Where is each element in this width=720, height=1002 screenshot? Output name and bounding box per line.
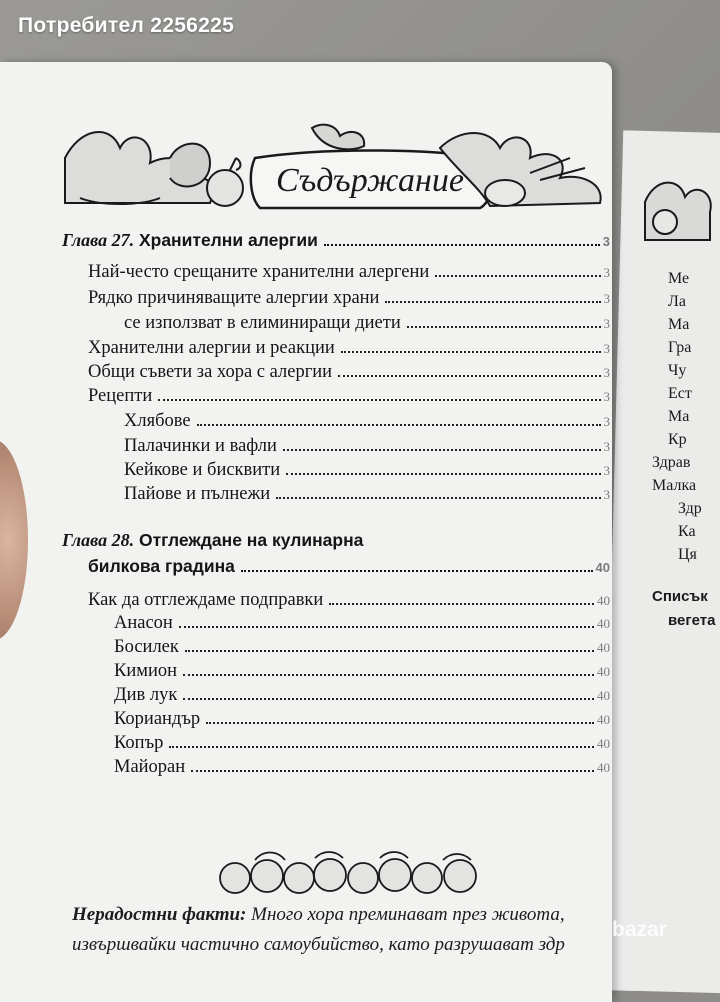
user-overlay-label: Потребител 2256225 <box>18 14 235 37</box>
toc-item[interactable] <box>88 386 610 407</box>
page-number: 40 <box>597 760 610 775</box>
toc-item[interactable] <box>124 484 610 505</box>
right-page-item: Ця <box>678 546 697 563</box>
page-number: 40 <box>595 560 610 575</box>
right-page-item: Ка <box>678 523 696 540</box>
dot-leader <box>338 375 600 377</box>
right-page-item: Чу <box>668 362 687 379</box>
toc-chapter-28-continued[interactable] <box>88 556 610 577</box>
toc-item[interactable] <box>124 436 610 457</box>
dot-leader <box>407 326 601 328</box>
toc-item[interactable] <box>114 661 610 682</box>
footnote-line-2: извършвайки частично самоубийство, като разрушават здр <box>72 934 565 955</box>
toc-item[interactable] <box>114 685 610 706</box>
right-page-item: Ме <box>668 270 690 287</box>
dot-leader <box>241 570 593 572</box>
dot-leader <box>286 473 600 475</box>
chapter-title: Отглеждане на кулинарна <box>138 530 364 550</box>
dot-leader <box>341 351 601 353</box>
page-number: 3 <box>603 439 610 454</box>
page-number: 40 <box>597 593 610 608</box>
toc-item[interactable] <box>88 590 610 611</box>
page-number: 3 <box>602 234 610 249</box>
toc-item-label: Кейкове и бисквити <box>124 460 281 480</box>
toc-item-label: Палачинки и вафли <box>124 436 277 456</box>
dot-leader <box>324 244 600 246</box>
dot-leader <box>283 449 601 451</box>
page-number: 3 <box>603 414 610 429</box>
toc-item[interactable] <box>114 757 610 778</box>
toc-item[interactable] <box>114 613 610 634</box>
page-number: 3 <box>603 389 610 404</box>
right-page-item: Малка <box>652 477 697 494</box>
page-number: 3 <box>603 316 610 331</box>
page-number: 3 <box>603 463 610 478</box>
toc-item-label: Див лук <box>114 685 178 705</box>
chapter-number: Глава 28. <box>62 530 135 550</box>
toc-item[interactable] <box>88 262 610 283</box>
page-number: 3 <box>603 265 610 280</box>
toc-item-label: Майоран <box>114 757 186 777</box>
chapter-number: Глава 27. <box>62 230 135 250</box>
chapter-title: Хранителни алергии <box>138 230 318 250</box>
right-page-item: Ла <box>668 293 686 310</box>
right-page-heading: вегета <box>668 612 716 629</box>
page-number: 3 <box>603 365 610 380</box>
right-page-heading: Списък <box>652 588 708 605</box>
dot-leader <box>435 275 600 277</box>
dot-leader <box>158 399 600 401</box>
toc-item[interactable] <box>88 362 610 383</box>
toc-item-label: Как да отглеждаме подправки <box>88 590 324 610</box>
dot-leader <box>276 497 600 499</box>
page-number: 40 <box>597 664 610 679</box>
page-number: 3 <box>603 341 610 356</box>
footnote-label: Нерадостни факти: <box>72 904 247 925</box>
dot-leader <box>329 603 594 605</box>
dot-leader <box>183 698 594 700</box>
right-page-item: Кр <box>668 431 687 448</box>
right-page-item: Здр <box>678 500 702 517</box>
toc-item-label: Общи съвети за хора с алергии <box>88 362 333 382</box>
right-page-item: Ест <box>668 385 692 402</box>
dot-leader <box>183 674 594 676</box>
right-page-item: Ма <box>668 408 690 425</box>
toc-item-label: Хлябове <box>124 411 191 431</box>
toc-item[interactable] <box>124 411 610 432</box>
page-number: 40 <box>597 712 610 727</box>
dot-leader <box>191 770 594 772</box>
toc-chapter-28[interactable] <box>62 530 610 551</box>
toc-item[interactable] <box>88 338 610 359</box>
chapter-title: билкова градина <box>88 556 235 576</box>
dot-leader <box>169 746 594 748</box>
toc-item-label: Босилек <box>114 637 179 657</box>
toc-item-label: Кориандър <box>114 709 201 729</box>
toc-item-label: Рядко причиняващите алергии храни <box>88 288 380 308</box>
page-number: 3 <box>603 291 610 306</box>
toc-item-label: се използват в елиминиращи диети <box>124 313 401 333</box>
right-page-item: Здрав <box>652 454 691 471</box>
dot-leader <box>185 650 594 652</box>
footnote-text <box>72 900 612 960</box>
toc-item-label: Хранителни алергии и реакции <box>88 338 335 358</box>
toc-item[interactable] <box>114 709 610 730</box>
toc-item[interactable] <box>114 637 610 658</box>
page-number: 3 <box>603 487 610 502</box>
toc-item[interactable] <box>124 313 610 334</box>
toc-chapter-27[interactable] <box>62 230 610 251</box>
toc-item[interactable] <box>114 733 610 754</box>
toc-item-label: Копър <box>114 733 164 753</box>
dot-leader <box>197 424 601 426</box>
toc-item-label: Анасон <box>114 613 173 633</box>
dot-leader <box>206 722 594 724</box>
right-page-text <box>652 0 720 960</box>
page-title: Съдържание <box>275 162 464 199</box>
toc-item[interactable] <box>88 288 610 309</box>
right-page-item: Гра <box>668 339 692 356</box>
toc-item-label: Пайове и пълнежи <box>124 484 271 504</box>
right-page-item: Ма <box>668 316 690 333</box>
toc-item-label: Кимион <box>114 661 177 681</box>
dot-leader <box>385 301 600 303</box>
page-number: 40 <box>597 688 610 703</box>
dot-leader <box>179 626 594 628</box>
page-number: 40 <box>597 736 610 751</box>
toc-item-label: Рецепти <box>88 386 153 406</box>
page-number: 40 <box>597 640 610 655</box>
fruit-ornament-icon <box>215 848 485 898</box>
toc-item-label: Най-често срещаните хранителни алергени <box>88 262 430 282</box>
page-number: 40 <box>597 616 610 631</box>
footnote-line-1: Много хора преминават през живота, <box>251 904 565 925</box>
site-watermark: bazar <box>612 918 667 941</box>
toc-item[interactable] <box>124 460 610 481</box>
